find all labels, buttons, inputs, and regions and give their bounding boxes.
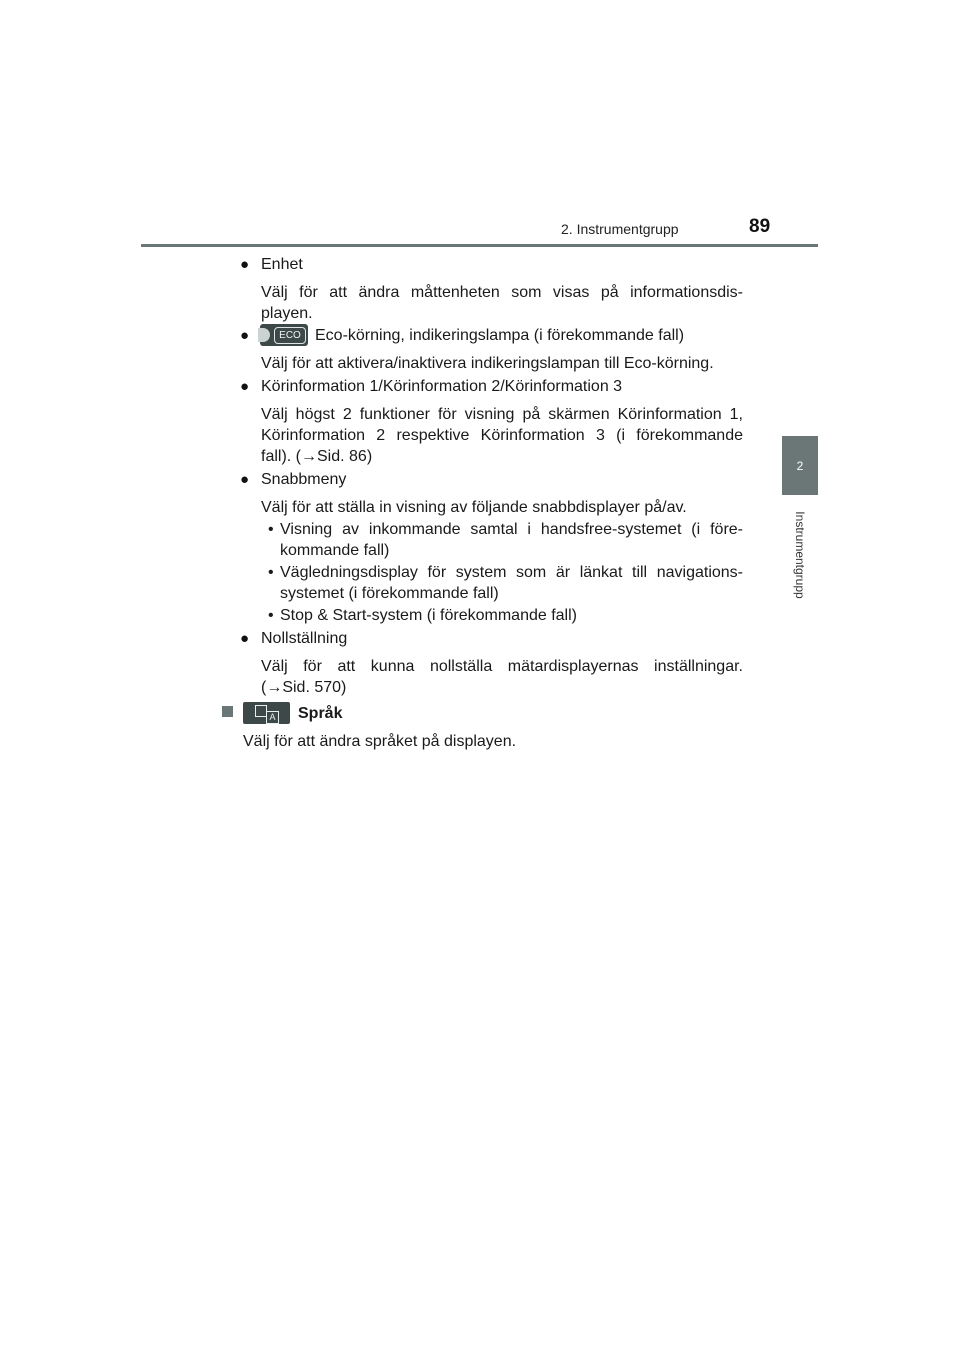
chapter-tab-number: 2 [796,458,804,473]
sub-bullet-icon: • [268,607,274,624]
header-rule [141,244,818,247]
item-title-nollstallning: Nollställning [261,630,348,647]
sub-item-2-line2: systemet (i förekommande fall) [280,585,499,602]
bullet-icon: ● [240,630,250,647]
language-icon-letter: A [266,711,279,724]
item-title-korinfo: Körinformation 1/Körinformation 2/Körinformation 3 [261,378,623,395]
section-desc-sprak: Välj för att ändra språket på displayen. [243,733,517,750]
item-desc-eco: Välj för att aktivera/inaktivera indikeringslampan till Eco-körning. [261,355,714,372]
sub-item-1-line1: Visning av inkommande samtal i handsfree-systemet (i före- [280,521,743,538]
chapter-tab-label: Instrumentgrupp [793,511,807,599]
item-desc-korinfo-line1: Välj högst 2 funktioner för visning på skärmen Körinformation 1, [261,406,743,423]
item-desc-nollstallning-line2: (→Sid. 570) [261,679,347,696]
item-desc-nollstallning-line1: Välj för att kunna nollställa mätardisplayernas inställningar. [261,658,743,675]
page-number: 89 [749,216,771,237]
header-section-title: 2. Instrumentgrupp [561,221,679,237]
section-title-sprak: Språk [298,705,343,722]
item-desc-enhet-line2: playen. [261,305,313,322]
bullet-icon: ● [240,327,250,344]
sub-bullet-icon: • [268,564,274,581]
bullet-icon: ● [240,378,250,395]
bullet-icon: ● [240,471,250,488]
sub-item-1-line2: kommande fall) [280,542,390,559]
item-desc-snabbmeny: Välj för att ställa in visning av följande snabbdisplayer på/av. [261,499,687,516]
eco-icon-text: ECO [274,327,306,344]
item-title-snabbmeny: Snabbmeny [261,471,347,488]
language-icon [243,702,290,724]
item-title-enhet: Enhet [261,256,303,273]
sub-bullet-icon: • [268,521,274,538]
section-square-icon [222,706,233,717]
item-desc-enhet-line1: Välj för att ändra måttenheten som visas på informationsdis- [261,284,743,301]
sub-item-2-line1: Vägledningsdisplay för system som är länkat till navigations- [280,564,743,581]
eco-icon-indicator [258,328,270,342]
eco-icon [260,324,308,346]
item-desc-korinfo-line2: Körinformation 2 respektive Körinformation 3 (i förekommande [261,427,743,444]
chapter-tab [782,436,818,495]
item-title-eco: Eco-körning, indikeringslampa (i förekommande fall) [315,327,685,344]
item-desc-korinfo-line3: fall). (→Sid. 86) [261,448,373,465]
sub-item-3: Stop & Start-system (i förekommande fall) [280,607,577,624]
bullet-icon: ● [240,256,250,273]
